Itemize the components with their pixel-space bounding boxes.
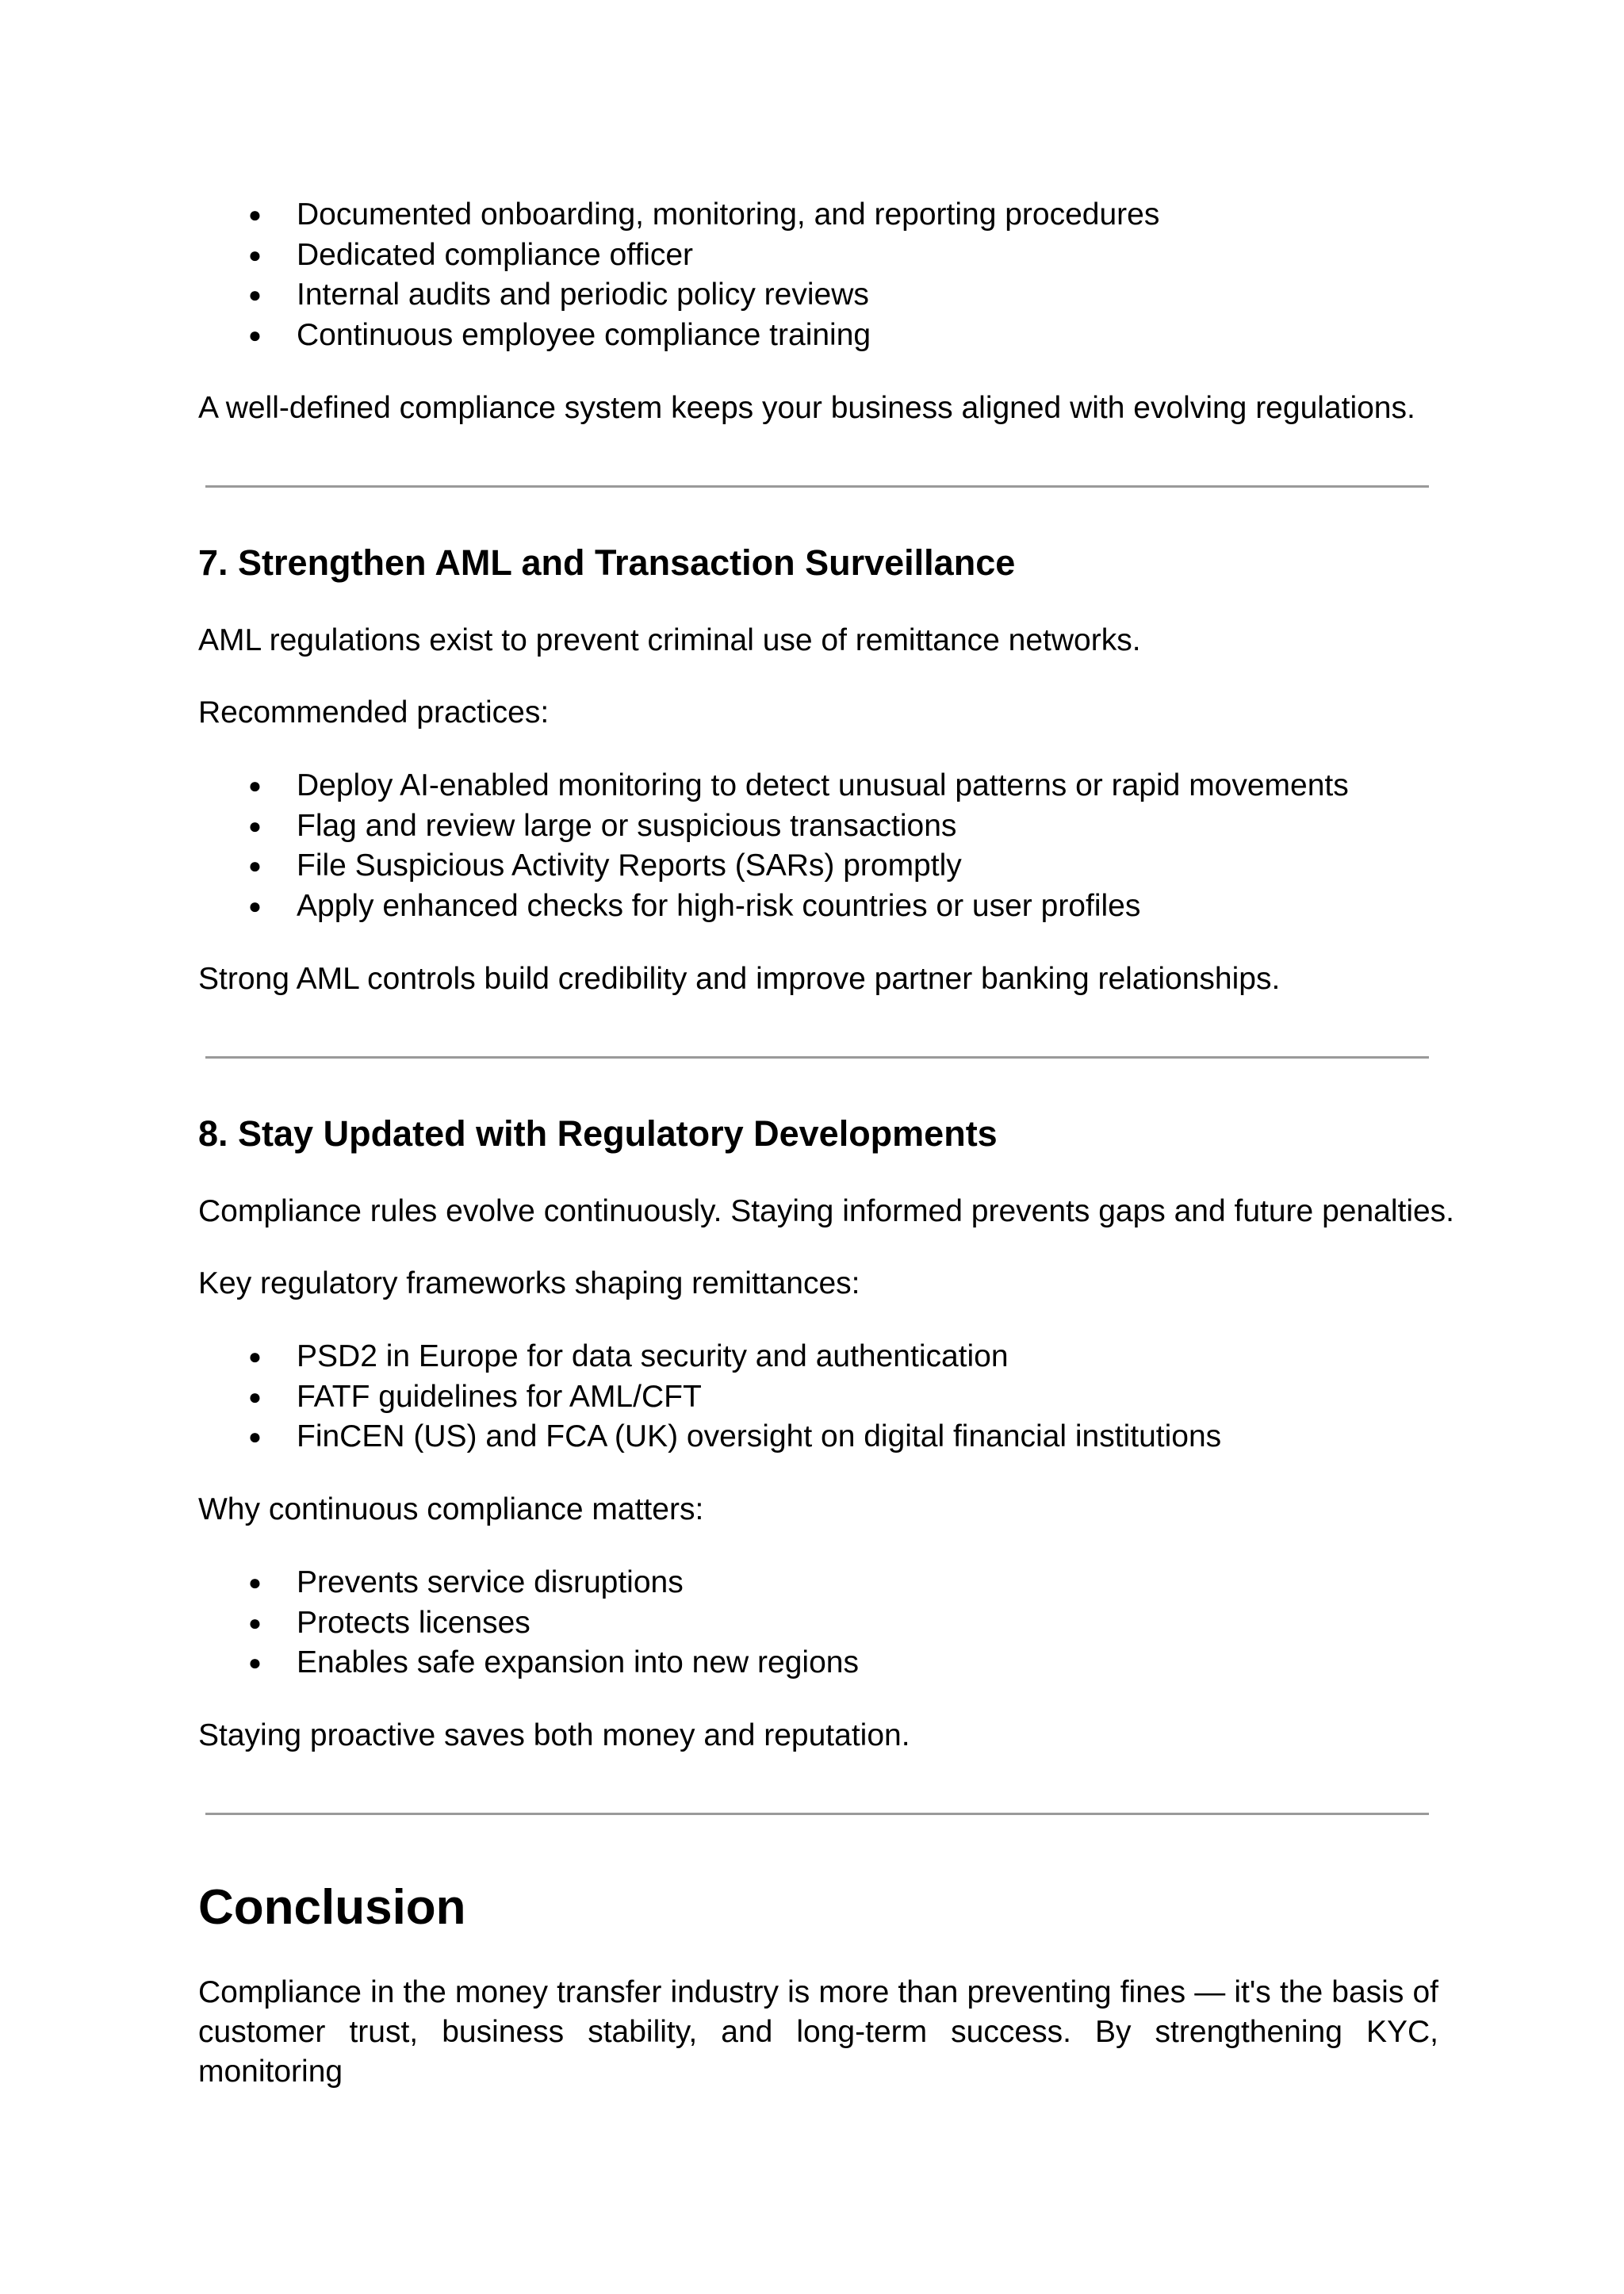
list-item-text: Prevents service disruptions	[297, 1565, 684, 1599]
list-item	[198, 316, 1435, 356]
section-8-why-label: Why continuous compliance matters:	[198, 1492, 704, 1526]
section-8-frameworks-list	[198, 1337, 1435, 1457]
list-item-text: Documented onboarding, monitoring, and reporting procedures	[297, 197, 1160, 232]
conclusion-line-2: customer trust, business stability, and long-term success. By strengthening KYC, monitoring	[198, 2015, 1438, 2089]
list-item	[198, 236, 1435, 276]
list-item-text: Protects licenses	[297, 1605, 530, 1640]
section-8-heading: 8. Stay Updated with Regulatory Developments	[198, 1113, 998, 1154]
bullet-icon: ●	[248, 1610, 262, 1635]
section-divider	[205, 485, 1429, 488]
list-item	[198, 1563, 1435, 1603]
section-8-closing: Staying proactive saves both money and reputation.	[198, 1718, 910, 1752]
bullet-icon: ●	[248, 242, 262, 267]
section-divider	[205, 1813, 1429, 1815]
bullet-icon: ●	[248, 1650, 262, 1675]
list-item	[198, 846, 1435, 887]
list-item-text: FATF guidelines for AML/CFT	[297, 1379, 702, 1414]
section-divider	[205, 1056, 1429, 1059]
list-item	[198, 275, 1435, 316]
section-8-intro: Compliance rules evolve continuously. Staying informed prevents gaps and future penalties.	[198, 1194, 1455, 1228]
list-item-text: Flag and review large or suspicious transactions	[297, 808, 957, 843]
list-item-text: FinCEN (US) and FCA (UK) oversight on digital financial institutions	[297, 1419, 1222, 1453]
section-8-why-list	[198, 1563, 1435, 1683]
compliance-system-paragraph: A well-defined compliance system keeps your business aligned with evolving regulations.	[198, 391, 1415, 425]
list-item-text: Apply enhanced checks for high-risk countries or user profiles	[297, 888, 1141, 923]
section-7-practices-list	[198, 766, 1435, 926]
bullet-icon: ●	[248, 1344, 262, 1369]
conclusion-line-1: Compliance in the money transfer industry is more than preventing fines — it's the basis of	[198, 1975, 1438, 2009]
bullet-icon: ●	[248, 1424, 262, 1449]
section-7-practices-label: Recommended practices:	[198, 695, 550, 730]
bullet-icon: ●	[248, 893, 262, 918]
section-7-heading: 7. Strengthen AML and Transaction Surveillance	[198, 542, 1016, 583]
list-item-text: Deploy AI-enabled monitoring to detect unusual patterns or rapid movements	[297, 768, 1349, 802]
list-item-text: Continuous employee compliance training	[297, 317, 871, 352]
list-item-text: Dedicated compliance officer	[297, 237, 694, 272]
list-item	[198, 887, 1435, 927]
list-item	[198, 1603, 1435, 1644]
conclusion-heading: Conclusion	[198, 1880, 466, 1935]
section-7-closing: Strong AML controls build credibility and improve partner banking relationships.	[198, 962, 1281, 996]
list-item	[198, 195, 1435, 236]
list-item-text: PSD2 in Europe for data security and authentication	[297, 1339, 1009, 1373]
bullet-icon: ●	[248, 813, 262, 838]
list-item-text: Internal audits and periodic policy reviews	[297, 278, 869, 312]
list-item	[198, 766, 1435, 806]
list-item	[198, 1377, 1435, 1418]
bullet-icon: ●	[248, 1570, 262, 1595]
bullet-icon: ●	[248, 1384, 262, 1409]
list-item	[198, 806, 1435, 847]
compliance-system-list	[198, 195, 1435, 355]
bullet-icon: ●	[248, 202, 262, 227]
bullet-icon: ●	[248, 322, 262, 347]
bullet-icon: ●	[248, 853, 262, 878]
list-item-text: File Suspicious Activity Reports (SARs) promptly	[297, 848, 962, 883]
bullet-icon: ●	[248, 773, 262, 798]
list-item-text: Enables safe expansion into new regions	[297, 1645, 859, 1679]
list-item	[198, 1643, 1435, 1683]
section-7-intro: AML regulations exist to prevent criminal use of remittance networks.	[198, 623, 1141, 657]
bullet-icon: ●	[248, 282, 262, 307]
list-item	[198, 1417, 1435, 1457]
list-item	[198, 1337, 1435, 1377]
section-8-frameworks-label: Key regulatory frameworks shaping remittances:	[198, 1266, 860, 1300]
